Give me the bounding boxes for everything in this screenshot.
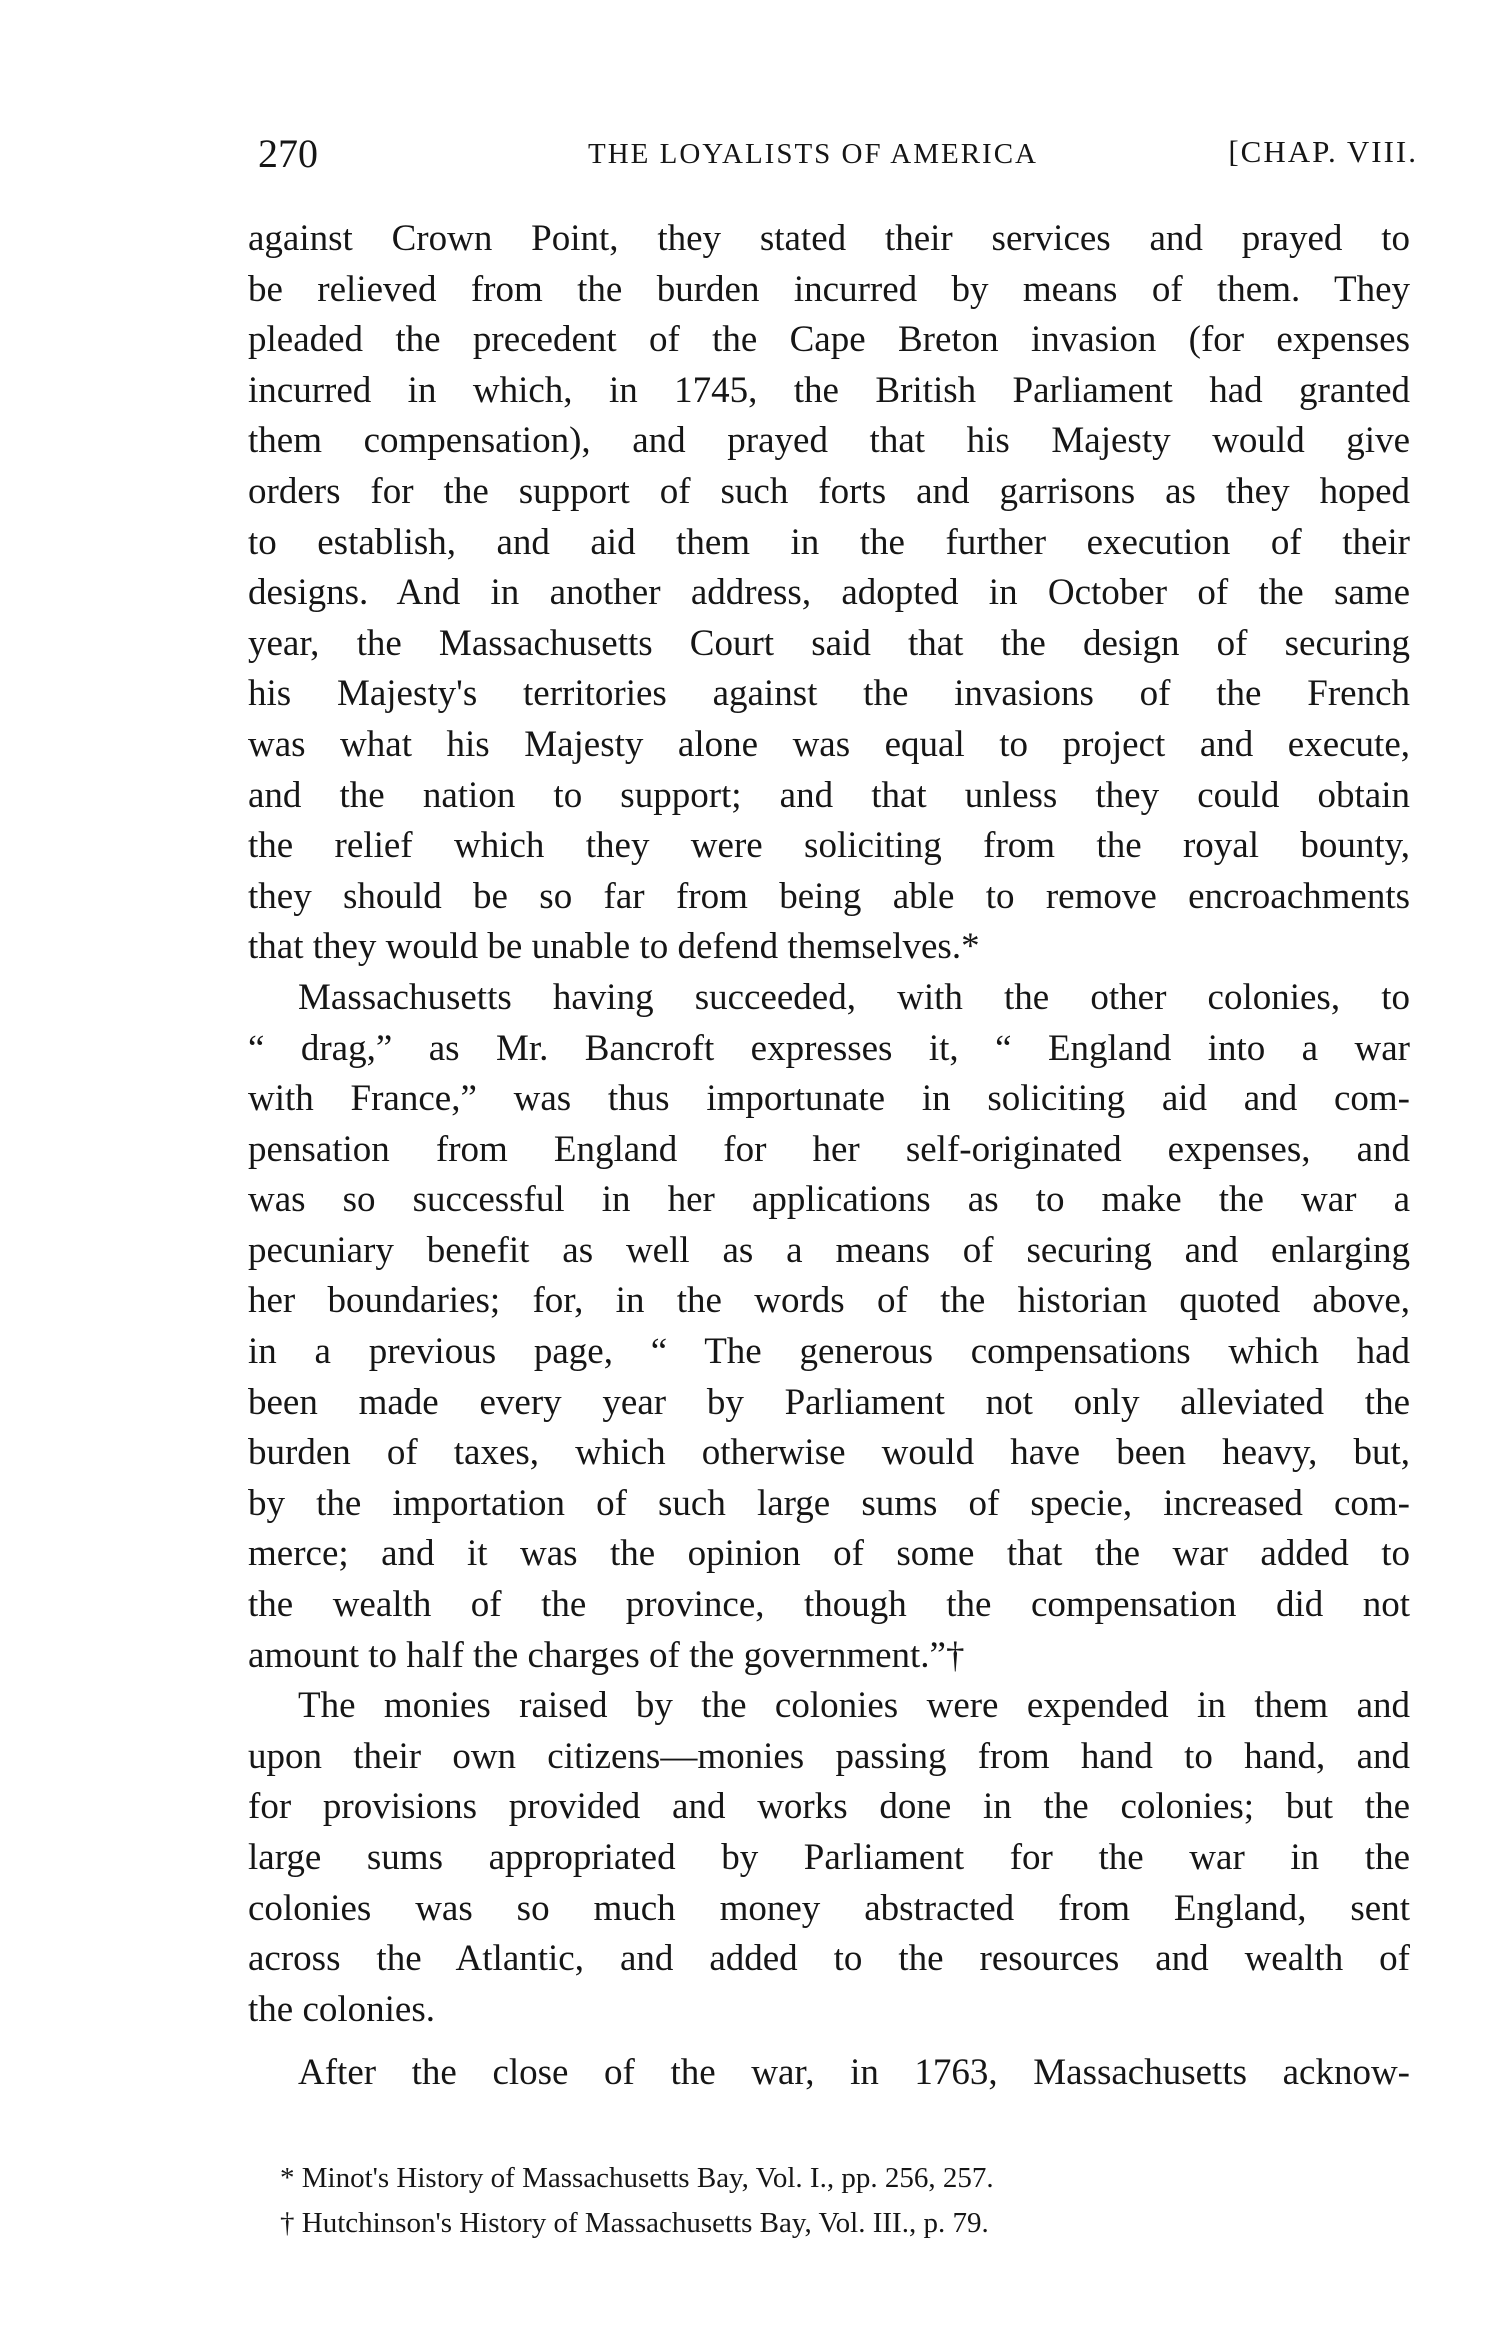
text-line: large sums appropriated by Parliament for the war in the [248,1837,1410,1878]
text-line: pleaded the precedent of the Cape Breton invasion (for expenses [248,319,1410,361]
text-line: amount to half the charges of the government.”† [248,1634,965,1676]
footnote: * Minot's History of Massachusetts Bay, Vol. I., pp. 256, 257. [280,2162,994,2194]
text-line: was what his Majesty alone was equal to project and execute, [248,723,1410,765]
text-line: been made every year by Parliament not only alleviated the [248,1381,1410,1423]
text-line: the wealth of the province, though the compensation did not [248,1584,1410,1626]
text-line: colonies was so much money abstracted from England, sent [248,1887,1410,1929]
text-line: was so successful in her applications as to make the war a [248,1179,1410,1221]
text-line: incurred in which, in 1745, the British Parliament had granted [248,369,1410,411]
running-head [258,130,1418,186]
footnote: † Hutchinson's History of Massachusetts Bay, Vol. III., p. 79. [280,2207,989,2239]
text-line: to establish, and aid them in the further execution of their [248,521,1410,563]
paragraph-first-line: Massachusetts having succeeded, with the other colonies, to [298,976,1410,1018]
text-line: orders for the support of such forts and garrisons as they hoped [248,470,1410,512]
body-text [248,214,1410,2099]
text-line: burden of taxes, which otherwise would have been heavy, but, [248,1432,1410,1474]
running-title: THE LOYALISTS OF AMERICA [588,138,1038,170]
text-line: his Majesty's territories against the invasions of the French [248,673,1410,715]
paragraph-gap [248,2035,1410,2048]
text-line: her boundaries; for, in the words of the historian quoted above, [248,1280,1410,1322]
text-line: by the importation of such large sums of specie, increased com- [248,1482,1410,1524]
text-line: them compensation), and prayed that his Majesty would give [248,420,1410,462]
text-line: against Crown Point, they stated their services and prayed to [248,218,1410,259]
footnotes [280,2156,1280,2246]
page-number: 270 [258,131,318,176]
text-line: pecuniary benefit as well as a means of securing and enlarging [248,1229,1410,1271]
text-line: upon their own citizens—monies passing from hand to hand, and [248,1735,1410,1777]
text-line: be relieved from the burden incurred by means of them. They [248,268,1410,310]
text-line: in a previous page, “ The generous compensations which had [248,1331,1410,1373]
text-line: and the nation to support; and that unless they could obtain [248,774,1410,816]
text-line: year, the Massachusetts Court said that the design of securing [248,622,1410,664]
text-line: across the Atlantic, and added to the resources and wealth of [248,1938,1410,1980]
text-line: for provisions provided and works done in the colonies; but the [248,1786,1410,1828]
text-line: “ drag,” as Mr. Bancroft expresses it, “ England into a war [248,1027,1410,1069]
text-line: they should be so far from being able to remove encroachments [248,875,1410,917]
text-line: merce; and it was the opinion of some that the war added to [248,1533,1410,1575]
chapter-reference: [CHAP. VIII. [1228,134,1418,169]
text-line: designs. And in another address, adopted in October of the same [248,572,1410,614]
text-line: that they would be unable to defend themselves.* [248,926,980,968]
paragraph-first-line: The monies raised by the colonies were expended in them and [298,1685,1410,1727]
text-line: pensation from England for her self-originated expenses, and [248,1128,1410,1170]
text-line: the relief which they were soliciting from the royal bounty, [248,825,1410,867]
text-line: the colonies. [248,1988,436,2030]
text-line: with France,” was thus importunate in soliciting aid and com- [248,1078,1410,1120]
paragraph-first-line: After the close of the war, in 1763, Massachusetts acknow- [298,2052,1410,2094]
